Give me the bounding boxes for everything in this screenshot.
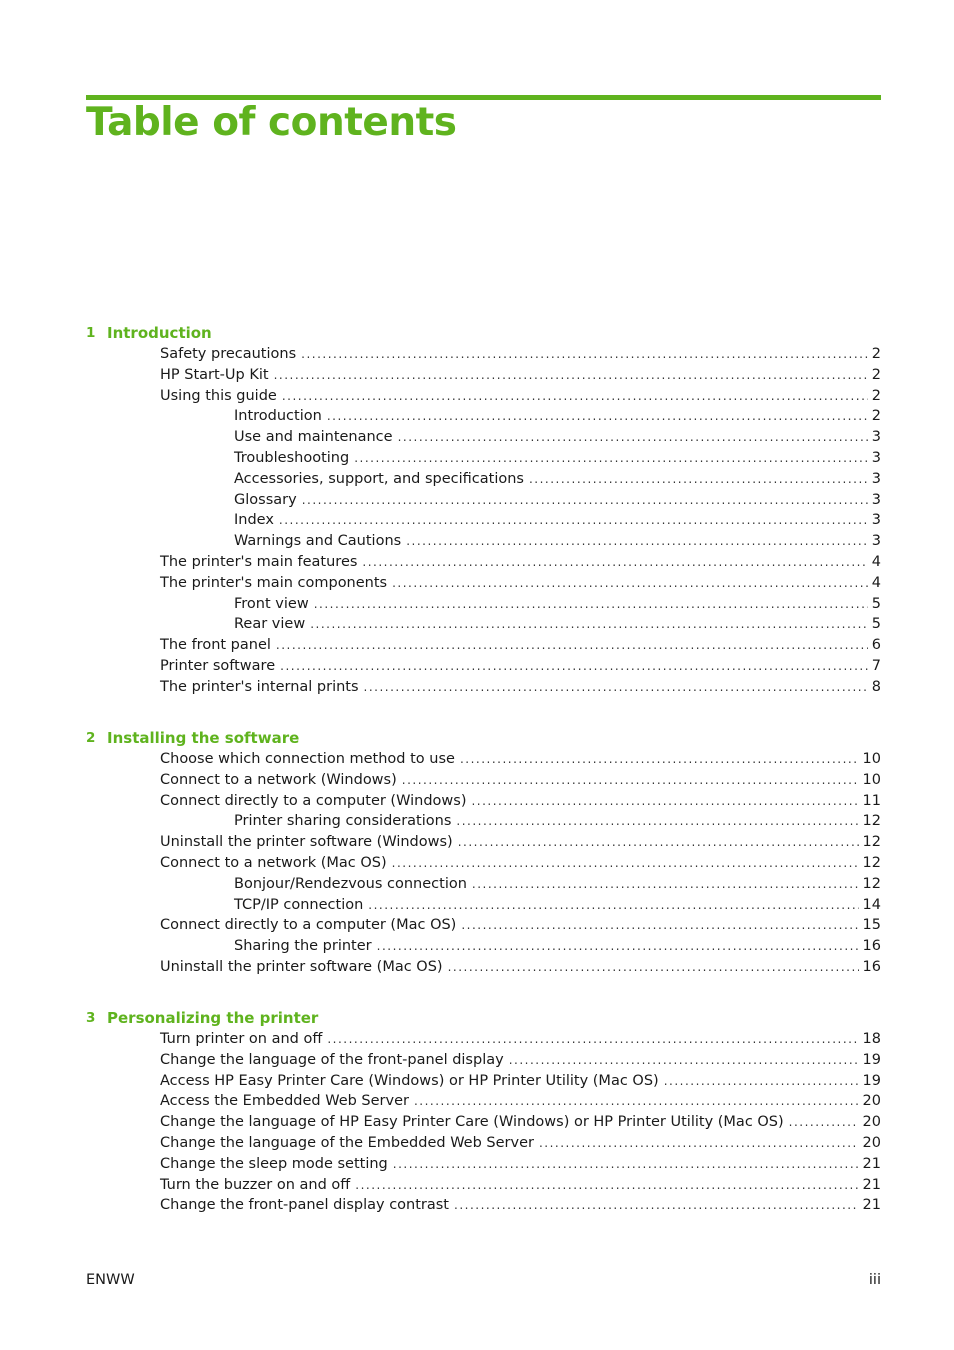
toc-entry-title: The printer's main features <box>160 553 358 570</box>
chapter-heading[interactable] <box>86 1007 881 1029</box>
chapter-section <box>86 1007 881 1216</box>
toc-entry-title: Safety precautions <box>160 346 297 362</box>
toc-page-number: 21 <box>862 1176 881 1193</box>
toc-page-number: 19 <box>862 1051 881 1068</box>
dot-leader <box>461 915 858 936</box>
toc-entry[interactable] <box>86 1133 881 1154</box>
toc-entry[interactable] <box>86 552 881 573</box>
toc-page-number: 2 <box>871 387 881 404</box>
toc-entry[interactable] <box>86 490 881 511</box>
dot-leader <box>276 635 868 656</box>
toc-entry-title: Connect directly to a computer (Mac OS) <box>160 917 457 934</box>
toc-page-number: 16 <box>862 958 881 975</box>
toc-page-number: 4 <box>871 574 881 591</box>
toc-entry-title: Use and maintenance <box>234 429 393 446</box>
toc-entry-title: Sharing the printer <box>234 938 372 955</box>
dot-leader <box>398 427 868 448</box>
dot-leader <box>327 406 868 427</box>
dot-leader <box>362 552 867 573</box>
toc-page-number: 11 <box>862 792 881 809</box>
toc-entry-title: Uninstall the printer software (Windows) <box>160 834 453 851</box>
toc-page-number: 14 <box>862 896 881 913</box>
toc-entry-title: Accessories, support, and specifications <box>234 470 524 487</box>
toc-page-number: 12 <box>862 875 881 892</box>
toc-page-number: 20 <box>862 1114 881 1131</box>
toc-entry[interactable] <box>86 448 881 469</box>
dot-leader <box>454 1195 859 1216</box>
chapter-title: Introduction <box>107 324 212 342</box>
toc-page-number: 10 <box>862 771 881 788</box>
toc-entry-title: Rear view <box>234 616 306 633</box>
toc-entry-title: The printer's internal prints <box>160 678 359 695</box>
toc-entry-title: Access HP Easy Printer Care (Windows) or HP Printer Utility (Mac OS) <box>160 1072 659 1089</box>
toc-entry-title: Troubleshooting <box>234 449 350 466</box>
toc-entry-title: Change the sleep mode setting <box>160 1155 388 1172</box>
chapter-number: 2 <box>86 730 96 746</box>
toc-entry-title: Front view <box>234 595 309 612</box>
toc-entry[interactable] <box>86 1195 881 1216</box>
toc-entry[interactable] <box>86 573 881 594</box>
dot-leader <box>314 594 868 615</box>
dot-leader <box>302 490 868 511</box>
dot-leader <box>406 531 868 552</box>
toc-page-number: 5 <box>871 595 881 612</box>
toc-entry[interactable] <box>86 811 881 832</box>
dot-leader <box>539 1133 859 1154</box>
toc-page-number: 12 <box>862 834 881 851</box>
toc-entry[interactable] <box>86 1154 881 1175</box>
toc-page-number: 3 <box>871 449 881 466</box>
toc-entry-title: Access the Embedded Web Server <box>160 1093 409 1110</box>
dot-leader <box>364 677 868 698</box>
toc-page-number: 3 <box>871 429 881 446</box>
page-title: Table of contents <box>86 100 457 145</box>
chapter-number: 3 <box>86 1010 96 1026</box>
dot-leader <box>282 386 868 407</box>
toc-entry-title: Printer software <box>160 657 276 674</box>
toc-page-number: 10 <box>862 751 881 767</box>
toc-page-number: 12 <box>862 813 881 830</box>
toc-entry[interactable] <box>86 344 881 365</box>
toc-entry[interactable] <box>86 386 881 407</box>
dot-leader <box>472 874 859 895</box>
toc-page-number: 2 <box>871 366 881 383</box>
toc-entry[interactable] <box>86 656 881 677</box>
dot-leader <box>414 1091 859 1112</box>
toc-entry[interactable] <box>86 635 881 656</box>
dot-leader <box>355 1175 858 1196</box>
dot-leader <box>354 448 868 469</box>
toc-entry[interactable] <box>86 469 881 490</box>
toc-entry-title: Change the language of HP Easy Printer Care (Windows) or HP Printer Utility (Mac OS) <box>160 1114 784 1131</box>
toc-entry-title: Printer sharing considerations <box>234 813 452 830</box>
toc-page-number: 2 <box>871 408 881 425</box>
dot-leader <box>279 510 868 531</box>
toc-entry-title: Turn printer on and off <box>160 1031 323 1047</box>
toc-entry-title: Bonjour/Rendezvous connection <box>234 875 467 892</box>
footer-left: ENWW <box>86 1272 135 1288</box>
toc-page-number: 20 <box>862 1093 881 1110</box>
toc-page-number: 20 <box>862 1134 881 1151</box>
toc-entry[interactable] <box>86 832 881 853</box>
toc-page-number: 21 <box>862 1155 881 1172</box>
dot-leader <box>310 614 868 635</box>
toc-entry[interactable] <box>86 1112 881 1133</box>
toc-entry[interactable] <box>86 1091 881 1112</box>
toc-entry-title: Index <box>234 512 274 529</box>
dot-leader <box>327 1029 858 1050</box>
chapter-heading[interactable] <box>86 322 881 344</box>
toc-entry[interactable] <box>86 791 881 812</box>
chapter-section <box>86 727 881 978</box>
toc-entry[interactable] <box>86 853 881 874</box>
chapter-number: 1 <box>86 325 96 341</box>
toc-page-number: 12 <box>862 854 881 871</box>
toc-entry-title: Introduction <box>234 408 322 425</box>
toc-page-number: 4 <box>871 553 881 570</box>
toc-entry[interactable] <box>86 874 881 895</box>
toc-entry[interactable] <box>86 614 881 635</box>
toc-page-number: 18 <box>862 1031 881 1047</box>
chapter-heading[interactable] <box>86 727 881 749</box>
toc-entry-title: Turn the buzzer on and off <box>160 1176 351 1193</box>
dot-leader <box>460 749 859 770</box>
toc-entry[interactable] <box>86 406 881 427</box>
toc-page-number: 3 <box>871 491 881 508</box>
toc-page-number: 16 <box>862 938 881 955</box>
toc-entry[interactable] <box>86 1071 881 1092</box>
dot-leader <box>274 365 868 386</box>
toc-page-number: 3 <box>871 533 881 550</box>
toc-entry-title: Connect directly to a computer (Windows) <box>160 792 467 809</box>
dot-leader <box>393 1154 859 1175</box>
toc-entry-title: Change the language of the Embedded Web Server <box>160 1134 534 1151</box>
toc-entry[interactable] <box>86 677 881 698</box>
footer-page-number: iii <box>868 1272 881 1288</box>
dot-leader <box>509 1050 859 1071</box>
toc-entry-title: Change the language of the front-panel display <box>160 1051 504 1068</box>
toc-entry-title: Glossary <box>234 491 297 508</box>
toc-entry[interactable] <box>86 1050 881 1071</box>
toc-entry-title: Uninstall the printer software (Mac OS) <box>160 958 443 975</box>
toc-entry-title: TCP/IP connection <box>234 896 364 913</box>
toc-page-number: 6 <box>871 637 881 654</box>
toc-page-number: 19 <box>862 1072 881 1089</box>
toc-page-number: 21 <box>862 1197 881 1214</box>
dot-leader <box>392 573 868 594</box>
toc-entry[interactable] <box>86 936 881 957</box>
toc-entry-title: Connect to a network (Mac OS) <box>160 854 387 871</box>
toc-entry-title: Using this guide <box>160 387 277 404</box>
toc-entry[interactable] <box>86 1029 881 1050</box>
dot-leader <box>448 957 859 978</box>
dot-leader <box>377 936 859 957</box>
toc-page-number: 7 <box>871 657 881 674</box>
dot-leader <box>280 656 868 677</box>
toc-entry-title: The printer's main components <box>160 574 388 591</box>
dot-leader <box>471 791 858 812</box>
dot-leader <box>789 1112 859 1133</box>
toc-page-number: 3 <box>871 512 881 529</box>
toc-entry[interactable] <box>86 531 881 552</box>
chapter-section <box>86 322 881 698</box>
toc-entry-title: Choose which connection method to use <box>160 751 455 767</box>
toc-entry[interactable] <box>86 895 881 916</box>
toc-entry[interactable] <box>86 957 881 978</box>
toc-entry-title: Connect to a network (Windows) <box>160 771 397 788</box>
dot-leader <box>402 770 859 791</box>
toc-page-number: 2 <box>871 346 881 362</box>
toc-page-number: 5 <box>871 616 881 633</box>
chapter-title: Personalizing the printer <box>107 1009 319 1027</box>
toc-page-number: 3 <box>871 470 881 487</box>
toc-entry-title: HP Start-Up Kit <box>160 366 269 383</box>
toc-entry[interactable] <box>86 749 881 770</box>
toc-entry[interactable] <box>86 770 881 791</box>
chapter-title: Installing the software <box>107 729 300 747</box>
toc-entry[interactable] <box>86 510 881 531</box>
dot-leader <box>458 832 859 853</box>
toc-page-number: 15 <box>862 917 881 934</box>
dot-leader <box>456 811 858 832</box>
dot-leader <box>529 469 868 490</box>
toc-entry[interactable] <box>86 1175 881 1196</box>
toc-entry-title: Change the front-panel display contrast <box>160 1197 449 1214</box>
dot-leader <box>368 895 858 916</box>
toc-entry-title: Warnings and Cautions <box>234 533 402 550</box>
toc-entry[interactable] <box>86 915 881 936</box>
toc-page-number: 8 <box>871 678 881 695</box>
dot-leader <box>301 344 868 365</box>
toc-entry-title: The front panel <box>160 637 271 654</box>
dot-leader <box>392 853 859 874</box>
toc-entry[interactable] <box>86 594 881 615</box>
toc-entry[interactable] <box>86 427 881 448</box>
toc-entry[interactable] <box>86 365 881 386</box>
dot-leader <box>664 1071 859 1092</box>
